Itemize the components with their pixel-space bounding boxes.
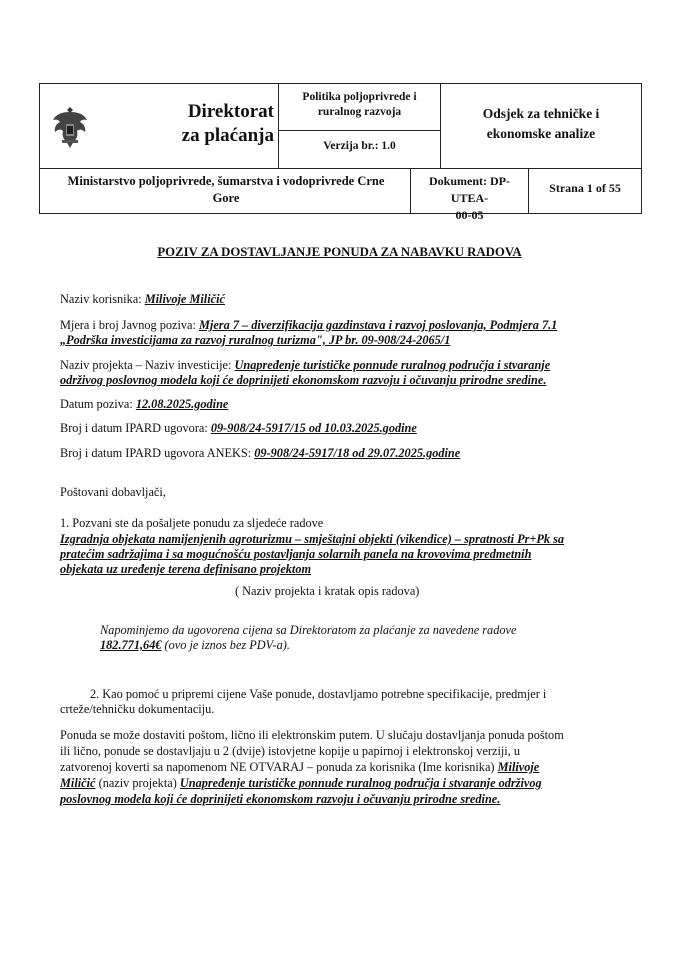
annex-line: Broj i datum IPARD ugovora ANEKS: 09-908/24-5917/18 od 29.07.2025.godine	[60, 446, 461, 460]
version-label: Verzija br.: 1.0	[323, 140, 396, 152]
price-note-line-1: Napominjemo da ugovorena cijena sa Direktoratom za plaćanje za navedene radove	[100, 623, 517, 637]
ministry-cell	[39, 168, 411, 214]
item1-intro: 1. Pozvani ste da pošaljete ponudu za sljedeće radove	[60, 516, 324, 530]
contract-value: 09-908/24-5917/15 od 10.03.2025.godine	[210, 421, 417, 435]
document-title: POZIV ZA DOSTAVLJANJE PONUDA ZA NABAVKU RADOVA	[157, 245, 522, 259]
date-line: Datum poziva: 12.08.2025.godine	[60, 397, 229, 411]
project-line: Naziv projekta – Naziv investicije: Unapređenje turističke ponnude ruralnog područja i stvaranje	[60, 358, 551, 372]
contract-price: 182.771,64€	[100, 638, 162, 652]
delivery-line-1: Ponuda se može dostaviti poštom, lično ili elektronskim putem. U slučaju dostavljanja ponuda poštom	[60, 728, 564, 742]
document-id-cell	[410, 168, 529, 222]
date-value: 12.08.2025.godine	[135, 397, 229, 411]
delivery-line-4: Miličić (naziv projekta) Unapređenje turističke ponnude ruralnog područja i stvaranje održivog	[60, 776, 542, 790]
document-header-table	[39, 83, 642, 222]
document-id: Dokument: DP-UTEA- 00-05	[429, 174, 510, 222]
measure-line: Mjera i broj Javnog poziva: Mjera 7 – diverzifikacija gazdinstava i razvoj poslovanja, Podmjera 7.1	[60, 318, 558, 332]
delivery-line-2: ili lično, ponude se dostavljaju u 2 (dvije) istovjetne kopije u papirnoj i elektronskoj verziji, u	[60, 744, 521, 758]
policy-divider	[279, 130, 440, 131]
item2-line-2: crteže/tehničku dokumentaciju.	[60, 702, 215, 716]
price-note-line-2: 182.771,64€ (ovo je iznos bez PDV-a).	[100, 638, 290, 652]
delivery-line-5: poslovnog modela koji će doprinijeti ekonomskom razvoju i očuvanju prirodne sredine.	[60, 792, 501, 806]
directorate-title: Direktorat za plaćanja	[181, 101, 274, 146]
measure-line-2: „Podrška investicijama za razvoj ruralnog turizma", JP br. 09-908/24-2065/1	[60, 333, 451, 347]
policy-title: Politika poljoprivrede i ruralnog razvoja	[302, 91, 417, 118]
beneficiary-value: Milivoje Miličić	[144, 292, 225, 306]
directorate-cell	[39, 83, 279, 169]
works-line-1: Izgradnja objekata namijenjenih agroturizmu – smještajni objekti (vikendice) – spratnosti Pr+Pk sa	[60, 532, 565, 546]
policy-cell	[278, 83, 441, 169]
annex-value: 09-908/24-5917/18 od 29.07.2025.godine	[254, 446, 461, 460]
measure-value: Mjera 7 – diverzifikacija gazdinstava i razvoj poslovanja, Podmjera 7.1	[199, 318, 558, 332]
item2-line-1: 2. Kao pomoć u pripremi cijene Vaše ponude, dostavljamo potrebne specifikacije, predmjer i	[90, 687, 547, 701]
project-line-2: održivog poslovnog modela koji će doprinijeti ekonomskom razvoju i očuvanju prirodne sredine.	[60, 373, 547, 387]
page-number-cell	[528, 168, 642, 214]
project-value: Unapređenje turističke ponnude ruralnog područja i stvaranje	[234, 358, 551, 372]
coat-of-arms-icon	[50, 104, 90, 150]
works-line-3: objekata uz uređenje terena definisano projektom	[60, 562, 312, 576]
page-number: Strana 1 of 55	[549, 181, 621, 195]
works-caption: ( Naziv projekta i kratak opis radova)	[235, 584, 420, 598]
works-line-2: pratećim sadržajima i sa mogućnošću postavljanja solarnih panela na krovovima predmetnih	[60, 547, 532, 561]
delivery-line-3: zatvorenoj koverti sa napomenom NE OTVARAJ – ponuda za korisnika (Ime korisnika) Milivoje	[60, 760, 540, 774]
ministry-title: Ministarstvo poljoprivrede, šumarstva i vodoprivrede Crne Gore	[67, 174, 385, 205]
department-cell	[440, 83, 642, 169]
contract-line: Broj i datum IPARD ugovora: 09-908/24-5917/15 od 10.03.2025.godine	[60, 421, 417, 435]
beneficiary-line: Naziv korisnika: Milivoje Miličić	[60, 292, 225, 306]
greeting: Poštovani dobavljači,	[60, 485, 166, 499]
department-title: Odsjek za tehničke i ekonomske analize	[482, 106, 600, 141]
